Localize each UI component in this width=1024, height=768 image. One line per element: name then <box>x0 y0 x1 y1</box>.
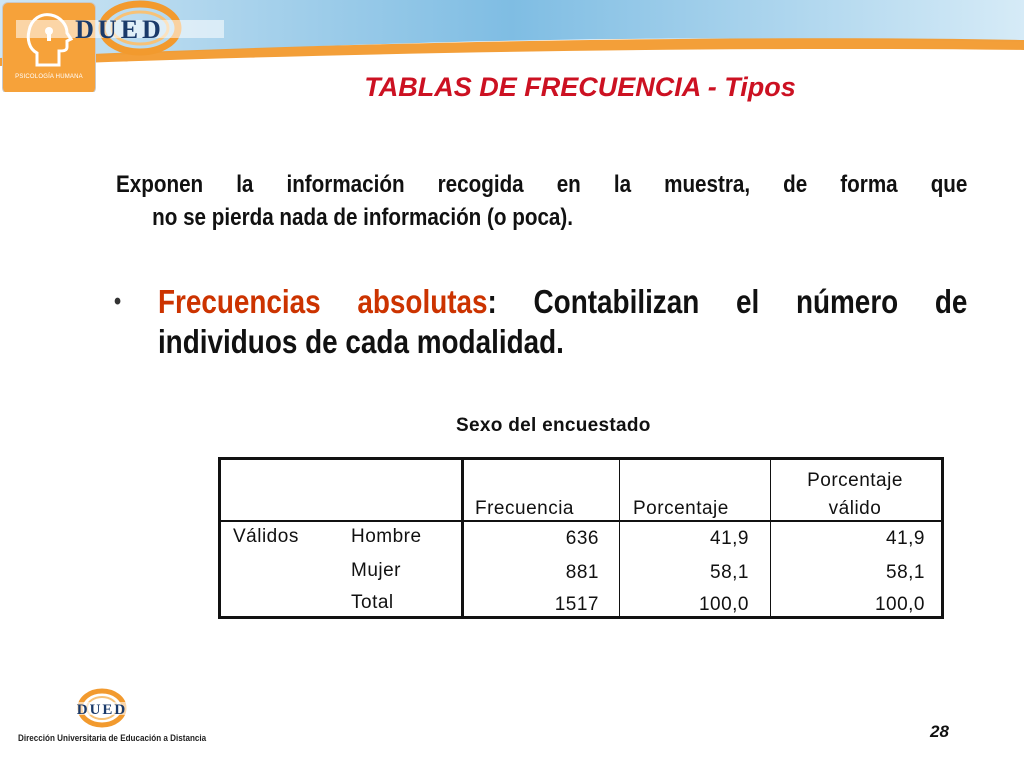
footer-dued-logo <box>60 688 144 728</box>
header-divider <box>221 520 941 522</box>
footer-caption: Dirección Universitaria de Educación a Distancia <box>18 733 207 743</box>
bullet-line-2: individuos de cada modalidad. <box>157 323 564 360</box>
row-label-mujer: Mujer <box>351 560 402 581</box>
cell-valido-hombre: 41,9 <box>886 528 925 549</box>
cell-frecuencia-hombre: 636 <box>565 528 599 549</box>
bullet-line-1 <box>114 282 967 322</box>
intro-paragraph <box>116 168 967 234</box>
cell-porcentaje-mujer: 58,1 <box>710 562 749 583</box>
row-label-hombre: Hombre <box>351 526 422 547</box>
header-porcentaje: Porcentaje <box>633 498 729 519</box>
cell-porcentaje-total: 100,0 <box>698 594 749 615</box>
header-porcentaje-valido-2: válido <box>828 498 882 519</box>
column-divider <box>770 460 771 616</box>
intro-line-1: Exponen la información recogida en la muestra, de forma que <box>116 171 968 198</box>
row-group-label: Válidos <box>233 526 299 547</box>
bullet-definition: : Contabilizan el número de <box>487 283 968 320</box>
bullet-item <box>114 282 967 362</box>
cell-frecuencia-mujer: 881 <box>565 562 599 583</box>
cell-porcentaje-hombre: 41,9 <box>710 528 749 549</box>
column-divider <box>619 460 620 616</box>
cell-valido-mujer: 58,1 <box>886 562 925 583</box>
row-label-total: Total <box>351 592 394 613</box>
header-frecuencia: Frecuencia <box>475 498 574 519</box>
column-divider <box>461 460 464 616</box>
bullet-term: Frecuencias absolutas <box>157 283 488 320</box>
slide-title: TABLAS DE FRECUENCIA - Tipos <box>364 72 796 102</box>
svg-text:DUED: DUED <box>75 15 165 44</box>
logo-caption: PSICOLOGÍA HUMANA <box>15 74 83 80</box>
bullet-dot: • <box>114 288 122 315</box>
cell-frecuencia-total: 1517 <box>554 594 599 615</box>
svg-text:DUED: DUED <box>76 702 128 718</box>
dued-logo <box>0 0 240 60</box>
table-title: Sexo del encuestado <box>456 415 651 436</box>
page-number: 28 <box>930 722 949 741</box>
header-porcentaje-valido-1: Porcentaje <box>807 470 903 491</box>
cell-valido-total: 100,0 <box>874 594 925 615</box>
intro-line-2: no se pierda nada de información (o poca). <box>152 204 574 231</box>
frequency-table <box>218 457 944 619</box>
